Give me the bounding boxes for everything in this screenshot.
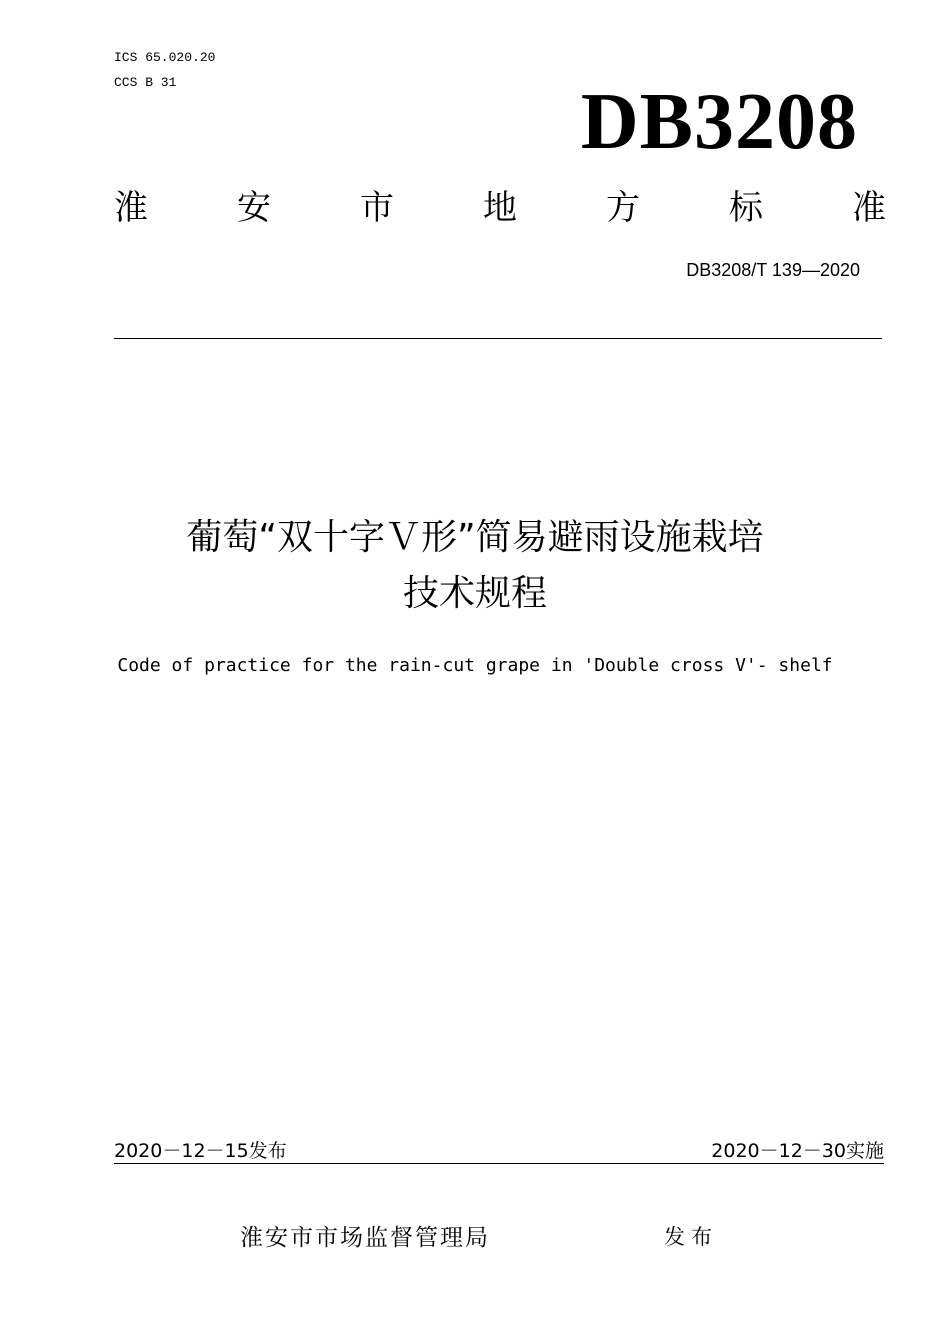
standard-number: DB3208/T 139—2020 [686,260,860,280]
standard-type-char: 淮 [114,188,148,228]
top-divider [114,338,882,339]
ics-code: ICS 65.020.20 [114,50,216,65]
standard-type-char: 方 [606,188,640,228]
publish-label: 发布 [664,1225,718,1249]
issue-date: 2020－12－15发布 [114,1140,287,1162]
standard-type-char: 标 [729,188,763,228]
implementation-date: 2020－12－30实施 [711,1140,884,1162]
bottom-divider [114,1163,884,1164]
standard-code-logo: DB3208 [580,78,858,166]
standard-type-char: 安 [237,188,271,228]
title-chinese-line-1: 葡萄“双十字Ｖ形”简易避雨设施栽培 [186,517,764,558]
standard-type-char: 市 [360,188,394,228]
title-english: Code of practice for the rain-cut grape in 'Double cross V'- shelf [117,655,833,676]
standard-type-heading [114,186,886,230]
ccs-code: CCS B 31 [114,75,177,90]
standard-type-char: 准 [852,188,886,228]
standard-type-char: 地 [483,188,517,228]
publisher-name: 淮安市市场监督管理局 [240,1225,490,1251]
title-chinese-line-2: 技术规程 [402,573,547,614]
